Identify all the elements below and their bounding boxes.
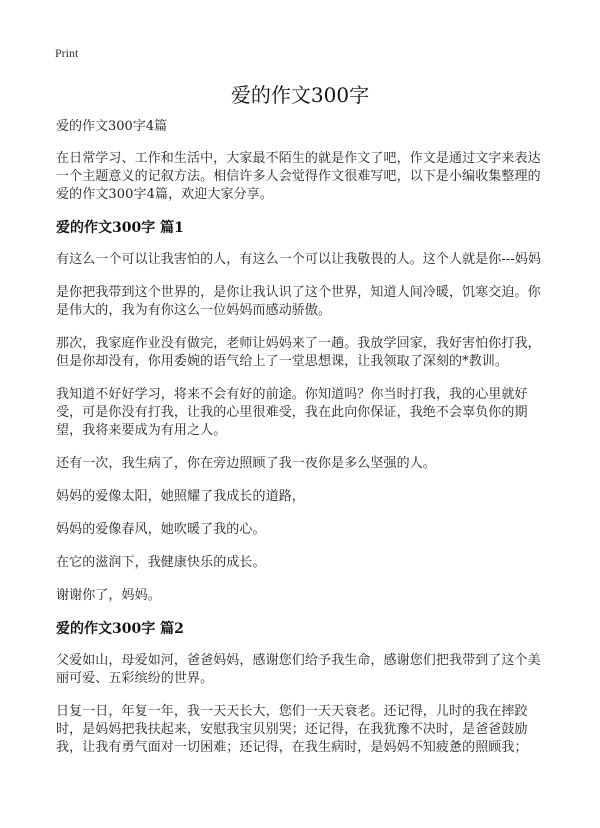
document-body	[56, 118, 552, 772]
print-label: Print	[55, 46, 79, 60]
paragraph: 妈妈的爱像春风，她吹暖了我的心。	[56, 522, 266, 537]
section-1	[56, 219, 552, 605]
paragraph: 是你把我带到这个世界的，是你让我认识了这个世界，知道人间冷暖，饥寒交迫。你是伟大的，我为有你这么一位妈妈而感动骄傲。	[56, 285, 541, 318]
section-2	[56, 620, 552, 757]
paragraph: 那次，我家庭作业没有做完，老师让妈妈来了一趟。我放学回家，我好害怕你打我，但是你却没有，你用委婉的语气给上了一堂思想课，让我领取了深刻的*教训。	[56, 336, 541, 369]
paragraph: 父爱如山，母爱如河，爸爸妈妈，感谢您们给予我生命，感谢您们把我带到了这个美丽可爱、五彩缤纷的世界。	[56, 653, 541, 686]
paragraph: 有这么一个可以让我害怕的人，有这么一个可以让我敬畏的人。这个人就是你---妈妈	[56, 252, 542, 267]
page-title: 爱的作文300字	[230, 83, 370, 107]
paragraph: 日复一日，年复一年，我一天天长大，您们一天天衰老。还记得，儿时的我在摔跤时，是妈妈把我扶起来，安慰我宝贝别哭；还记得，在我犹豫不决时，是爸爸鼓励我，让我有勇气面对一切困难；还记得，在我生病时，是妈妈不知疲惫的照顾我；	[56, 704, 528, 755]
paragraph: 在它的滋润下，我健康快乐的成长。	[56, 555, 266, 570]
section-heading: 爱的作文300字 篇1	[56, 220, 184, 236]
paragraph: 妈妈的爱像太阳，她照耀了我成长的道路，	[56, 489, 305, 504]
document-subtitle: 爱的作文300字4篇	[56, 119, 168, 134]
paragraph: 还有一次，我生病了，你在旁边照顾了我一夜你是多么坚强的人。	[56, 456, 436, 471]
paragraph: 我知道不好好学习，将来不会有好的前途。你知道吗？你当时打我，我的心里就好受，可是你没有打我，让我的心里很难受，我在此向你保证，我绝不会辜负你的期望，我将来要成为有用之人。	[56, 387, 528, 438]
section-heading: 爱的作文300字 篇2	[56, 621, 184, 637]
intro-paragraph: 在日常学习、工作和生活中，大家最不陌生的就是作文了吧，作文是通过文字来表达一个主题意义的记叙方法。相信许多人会觉得作文很难写吧，以下是小编收集整理的爱的作文300字4篇，欢迎大家分享。	[56, 151, 541, 202]
paragraph: 谢谢你了，妈妈。	[56, 588, 161, 603]
